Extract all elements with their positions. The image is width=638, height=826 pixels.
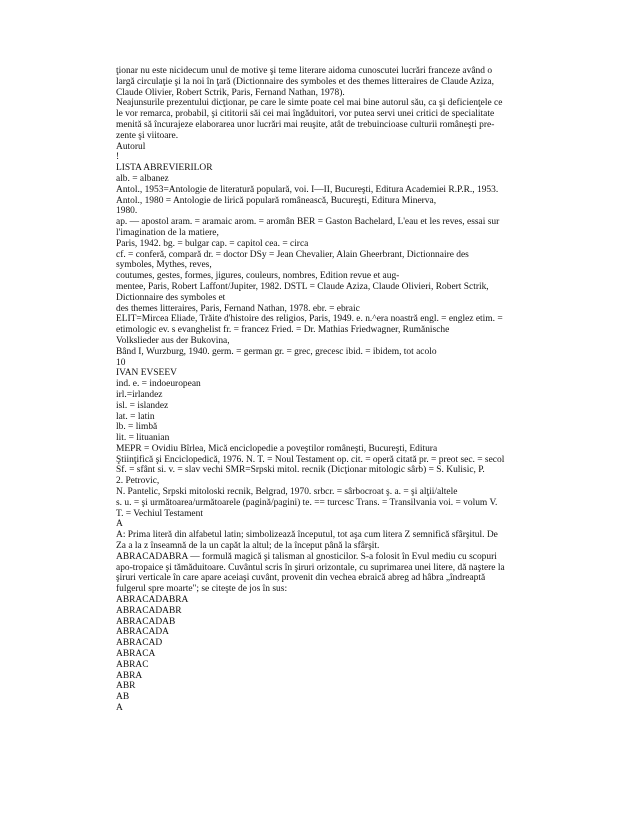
text-line: ţionar nu este nicidecum unul de motive şi teme literare aidoma cunoscutei lucrări franceze având o xyxy=(116,66,493,76)
abbreviation-line: Antol., 1980 = Antologie de lirică populară românească, Bucureşti, Editura Minerva, xyxy=(116,195,437,206)
text-line: Neajunsurile prezentului dicţionar, pe care le simte poate cel mai bine autorul său, ca şi deficienţele ce xyxy=(116,98,503,109)
abbreviation-line: N. Pantelic, Srpski mitoloski recnik, Belgrad, 1970. srbcr. = sârbocroat ş. a. = şi alţii/altele xyxy=(116,487,458,498)
text-line: ! xyxy=(116,152,120,163)
abbreviation-line: coutumes, gestes, formes, jigures, couleurs, nombres, Edition revue et aug- xyxy=(116,271,400,282)
abbreviation-line: Paris, 1942. bg. = bulgar cap. = capitol cea. = circa xyxy=(116,238,309,249)
page-number: 10 xyxy=(116,357,126,368)
entry-line: A: Prima literă din alfabetul latin; simbolizează începutul, tot aşa cum litera Z semnifică sfârşitul. De xyxy=(116,530,498,541)
entry-line: apo-tropaice şi tămăduitoare. Cuvântul scris în şiruri orizontale, cu suprimarea unei litere, dă naştere la xyxy=(116,562,505,573)
abbreviation-line: cf. = conferă, compară dr. = doctor DSy = Jean Chevalier, Alain Gheerbrant, Dictionnaire des xyxy=(116,249,469,260)
text-line: largă circulaţie şi la noi în ţară (Dictionnaire des symboles et des themes litteraires de Claude Aziza, xyxy=(116,76,494,87)
abbreviation-line: Antol., 1953=Antologie de literatură populară, voi. I—II, Bucureşti, Editura Academiei R.P.R., 1953. xyxy=(116,184,499,195)
abbreviation-line: Volkslieder aus der Bukovina, xyxy=(116,335,230,346)
abbreviation-line: l'imagination de la matiere, xyxy=(116,227,219,238)
abbreviation-line: etimologic ev. s evanghelist fr. = francez Fried. = Dr. Mathias Friedwagner, Rumănische xyxy=(116,325,450,336)
abbreviation-line: 2. Petrovic, xyxy=(116,476,160,487)
abbreviation-line: T. = Vechiul Testament xyxy=(116,508,203,519)
document-page xyxy=(116,66,520,714)
abbreviation-line: Bând I, Wurzburg, 1940. germ. = german gr. = grec, grecesc ibid. = ibidem, tot acolo xyxy=(116,346,437,357)
formula-line: ABRACAD xyxy=(116,638,163,649)
formula-line: A xyxy=(116,703,123,714)
formula-line: ABRACADA xyxy=(116,627,169,638)
abbreviation-line: MEPR = Ovidiu Bîrlea, Mică enciclopedie a poveştilor româneşti, Bucureşti, Editura xyxy=(116,443,438,454)
abbreviation-line: Dictionnaire des symboles et xyxy=(116,292,226,303)
abbreviation-line: ap. — apostol aram. = aramaic arom. = aromân BER = Gaston Bachelard, L'eau et les reves, essai sur xyxy=(116,217,500,228)
entry-line: ABRACADABRA — formulă magică şi talisman al gnosticilor. S-a folosit în Evul mediu cu scopuri xyxy=(116,551,497,562)
entry-line: şiruri verticale în care apare aceiaşi cuvânt, provenit din vechea ebraică abreg ad hâbra „îndreaptă xyxy=(116,573,486,584)
text-line: le vor remarca, probabil, şi cititorii săi cei mai îngăduitori, vor putea servi unei critici de specialitate xyxy=(116,109,495,120)
abbreviation-line: symboles, Mythes, reves, xyxy=(116,260,212,271)
abbreviation-line: alb. = albanez xyxy=(116,173,169,184)
text-line: Claude Olivier, Robert Sctrik, Paris, Fernand Nathan, 1978). xyxy=(116,87,345,98)
formula-line: ABRACADABRA xyxy=(116,595,189,606)
formula-line: ABRAC xyxy=(116,659,149,670)
abbreviation-line: Ştiinţifică şi Enciclopedică, 1976. N. T. = Noul Testament op. cit. = operă citată pr. = preot sec. = secol xyxy=(116,454,505,465)
formula-line: ABRACA xyxy=(116,649,156,660)
text-line: zente şi viitoare. xyxy=(116,130,179,141)
formula-line: ABRACADABR xyxy=(116,605,182,616)
letter-heading: A xyxy=(116,519,123,530)
abbreviation-line: des themes litteraires, Paris, Fernand Nathan, 1978. ebr. = ebraic xyxy=(116,303,360,314)
abbreviation-line: Sf. = sfânt si. v. = slav vechi SMR=Srpski mitol. recnik (Dicţionar mitologic sârb) = S. Kulisic, P. xyxy=(116,465,485,476)
entry-line: fulgerul spre moarte"; se citeşte de jos în sus: xyxy=(116,584,288,595)
abbreviation-line: mentee, Paris, Robert Laffont/Jupiter, 1982. DSTL = Claude Aziza, Claude Olivieri, Robert Sctrik, xyxy=(116,281,489,292)
formula-line: ABRA xyxy=(116,670,143,681)
formula-line: ABRACADAB xyxy=(116,616,176,627)
author-signature: Autorul xyxy=(116,141,146,152)
section-heading: LISTA ABREVIERILOR xyxy=(116,163,213,174)
abbreviation-line: irl.=irlandez xyxy=(116,389,163,400)
formula-line: AB xyxy=(116,692,130,703)
text-line: menită să încurajeze elaborarea unor lucrări mai reuşite, atât de trebuincioase culturii româneşti pre- xyxy=(116,119,495,130)
abbreviation-line: lat. = latin xyxy=(116,411,155,422)
formula-line: ABR xyxy=(116,681,136,692)
abbreviation-line: lb. = limbă xyxy=(116,422,158,433)
entry-line: Za a la z înseamnă de la un capăt la altul; de la început până la sfârşit. xyxy=(116,541,380,552)
abbreviation-line: lit. = lituanian xyxy=(116,433,170,444)
abbreviation-line: s. u. = şi următoarea/următoarele (pagină/pagini) te. == turcesc Trans. = Transilvania voi. = volum V. xyxy=(116,497,498,508)
abbreviation-line: ind. e. = indoeuropean xyxy=(116,379,201,390)
abbreviation-line: ELIT=Mircea Eliade, Trăite d'histoire des religios, Paris, 1949. e. n.^era noastră engl. = englez etim. = xyxy=(116,314,503,325)
running-header: IVAN EVSEEV xyxy=(116,368,177,379)
abbreviation-line: isl. = islandez xyxy=(116,400,169,411)
abbreviation-line: 1980. xyxy=(116,206,138,217)
